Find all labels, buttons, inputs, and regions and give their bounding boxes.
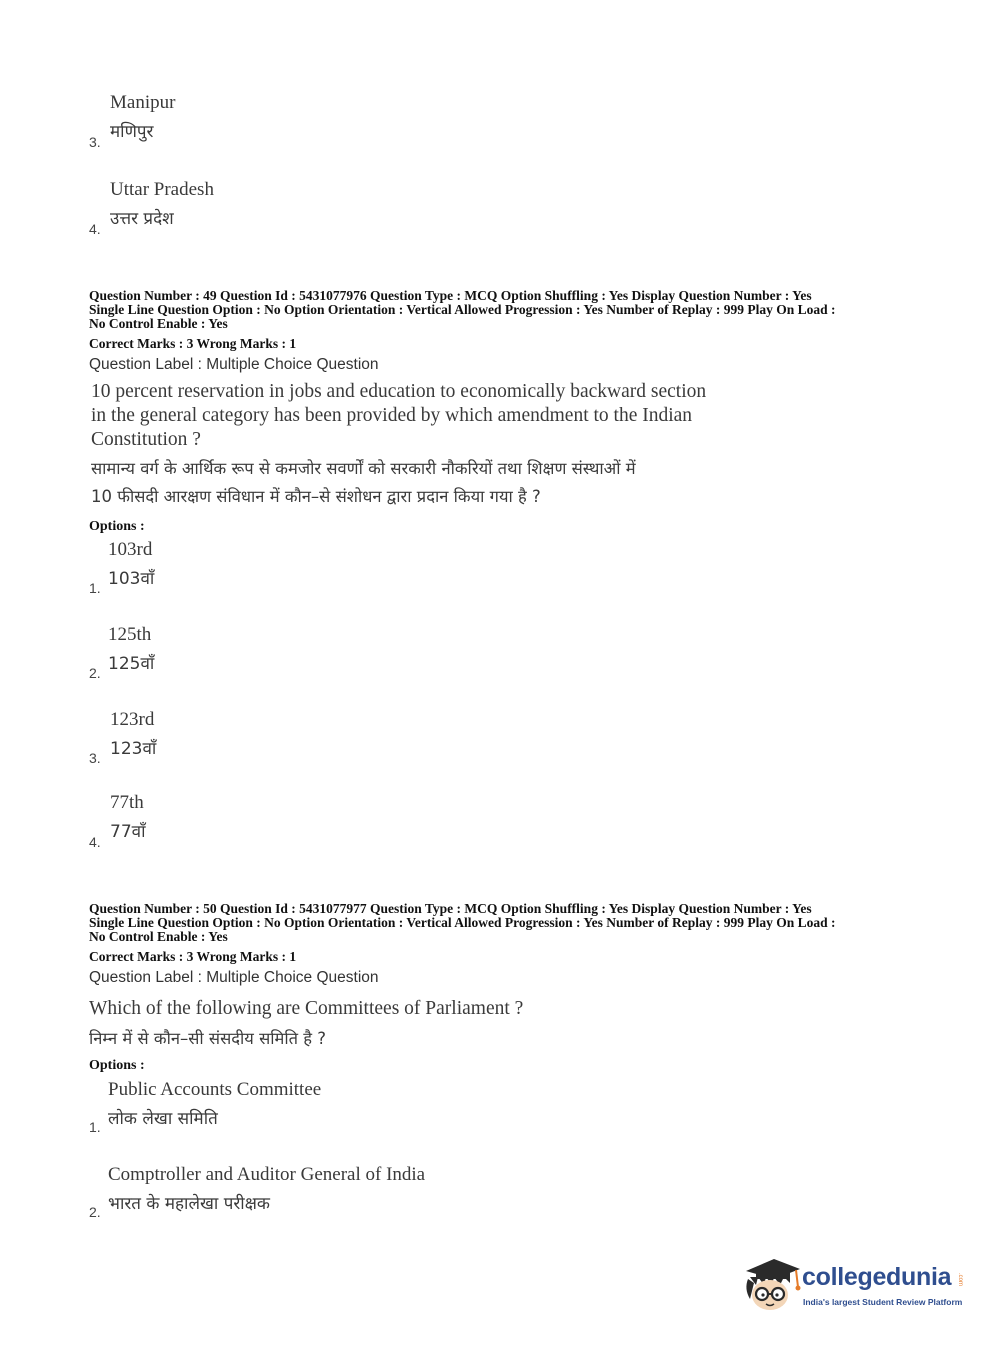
options-label: Options : bbox=[89, 519, 145, 534]
question-text-hi: सामान्य वर्ग के आर्थिक रूप से कमजोर सवर्णों को सरकारी नौकरियों तथा शिक्षण संस्थाओं में bbox=[91, 459, 636, 478]
option-number: 4. bbox=[89, 834, 101, 850]
question-text-en: in the general category has been provided by which amendment to the Indian bbox=[91, 405, 693, 426]
option-text-hi: मणिपुर bbox=[110, 122, 154, 142]
option-text-en: Manipur bbox=[110, 92, 176, 113]
option-text-en: 123rd bbox=[110, 709, 155, 730]
question-meta-line: No Control Enable : Yes bbox=[89, 929, 228, 944]
question-meta-line: Single Line Question Option : No Option Orientation : Vertical Allowed Progression : Yes Number of Replay : 999 Play On Load : bbox=[89, 915, 836, 930]
option-text-en: 77th bbox=[110, 792, 144, 813]
question-label: Question Label : Multiple Choice Question bbox=[89, 969, 379, 986]
option-number: 2. bbox=[89, 1204, 101, 1220]
question-meta-line: Question Number : 49 Question Id : 5431077976 Question Type : MCQ Option Shuffling : Yes Display Question Number : Yes bbox=[89, 288, 812, 303]
option-text-en: 125th bbox=[108, 624, 152, 645]
option-text-hi: भारत के महालेखा परीक्षक bbox=[108, 1194, 270, 1214]
option-number: 1. bbox=[89, 1119, 101, 1135]
collegedunia-logo[interactable] bbox=[740, 1249, 970, 1319]
question-text-en: Constitution ? bbox=[91, 429, 201, 450]
option-text-en: Comptroller and Auditor General of India bbox=[108, 1164, 426, 1185]
option-text-hi: 77वाँ bbox=[110, 822, 146, 842]
logo-tagline: India's largest Student Review Platform bbox=[803, 1297, 963, 1307]
option-text-en: Public Accounts Committee bbox=[108, 1079, 322, 1100]
option-text-hi: 103वाँ bbox=[108, 569, 155, 589]
question-text-hi: निम्न में से कौन–सी संसदीय समिति है ? bbox=[89, 1029, 327, 1048]
options-label: Options : bbox=[89, 1058, 145, 1073]
option-text-hi: लोक लेखा समिति bbox=[108, 1109, 218, 1129]
mascot-icon bbox=[740, 1249, 802, 1315]
option-text-hi: 123वाँ bbox=[110, 739, 157, 759]
question-text-hi: 10 फीसदी आरक्षण संविधान में कौन–से संशोधन द्वारा प्रदान किया गया है ? bbox=[91, 487, 541, 506]
question-label: Question Label : Multiple Choice Question bbox=[89, 356, 379, 373]
question-meta-line: Question Number : 50 Question Id : 5431077977 Question Type : MCQ Option Shuffling : Yes Display Question Number : Yes bbox=[89, 901, 812, 916]
option-text-en: Uttar Pradesh bbox=[110, 179, 214, 200]
option-text-en: 103rd bbox=[108, 539, 153, 560]
option-number: 1. bbox=[89, 580, 101, 596]
option-number: 3. bbox=[89, 134, 101, 150]
question-meta-line: Single Line Question Option : No Option Orientation : Vertical Allowed Progression : Yes Number of Replay : 999 Play On Load : bbox=[89, 302, 836, 317]
option-text-hi: उत्तर प्रदेश bbox=[110, 209, 174, 229]
question-text-en: 10 percent reservation in jobs and education to economically backward section bbox=[91, 381, 707, 402]
option-text-hi: 125वाँ bbox=[108, 654, 155, 674]
question-marks: Correct Marks : 3 Wrong Marks : 1 bbox=[89, 949, 297, 964]
logo-com: .com bbox=[957, 1273, 963, 1287]
option-number: 2. bbox=[89, 665, 101, 681]
question-meta-line: No Control Enable : Yes bbox=[89, 316, 228, 331]
question-text-en: Which of the following are Committees of Parliament ? bbox=[89, 998, 524, 1019]
option-number: 4. bbox=[89, 221, 101, 237]
logo-wordmark: collegedunia bbox=[802, 1263, 952, 1291]
question-marks: Correct Marks : 3 Wrong Marks : 1 bbox=[89, 336, 297, 351]
option-number: 3. bbox=[89, 750, 101, 766]
